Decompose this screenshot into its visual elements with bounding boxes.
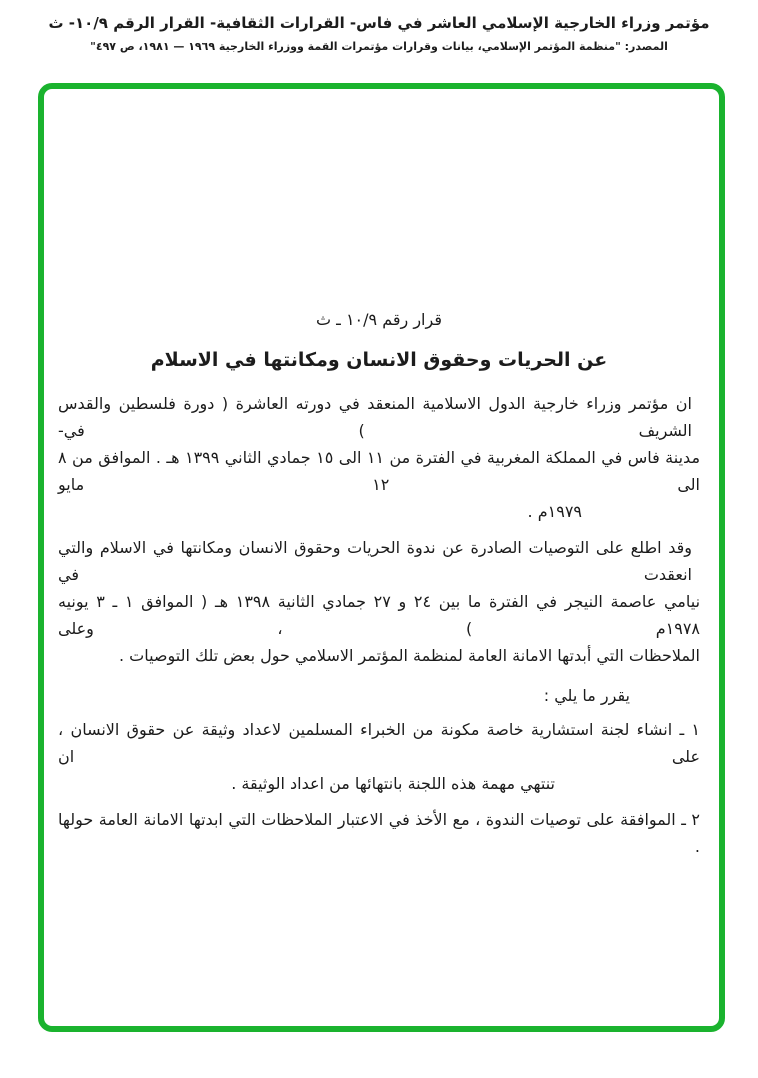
resolution-number: قرار رقم ١٠/٩ ـ ث [316,310,442,329]
decision-item-2-line-1: ٢ ـ الموافقة على توصيات الندوة ، مع الأخذ في الاعتبار الملاحظات التي ابدتها الامانة العامة حولها . [58,810,700,856]
paragraph-2-line-1: وقد اطلع على التوصيات الصادرة عن ندوة الحريات وحقوق الانسان ومكانتها في الاسلام والتي انعقدت في [58,538,692,584]
decision-item-1 [58,716,700,797]
paragraph-1-line-3: ١٩٧٩م . [527,502,582,521]
paragraph-2-line-2: نيامي عاصمة النيجر في الفترة ما بين ٢٤ و ٢٧ جمادي الثانية ١٣٩٨ هـ ( الموافق ١ ـ ٣ يونيه ١٩٧٨م ) ، وعلى [58,592,701,638]
header-title: مؤتمر وزراء الخارجية الإسلامي العاشر في فاس- القرارات الثقافية- القرار الرقم ١٠/٩- ث [48,14,710,32]
document-title: عن الحريات وحقوق الانسان ومكانتها في الاسلام [150,349,608,371]
decision-item-1-line-2: تنتهي مهمة هذه اللجنة بانتهائها من اعداد الوثيقة . [231,774,555,793]
paragraph-1-line-1: ان مؤتمر وزراء خارجية الدول الاسلامية المنعقد في دورته العاشرة ( دورة فلسطين والقدس الشريف ) في- [58,394,692,440]
decides-heading: يقرر ما يلي : [543,686,630,705]
paragraph-2 [58,534,700,669]
paragraph-1 [58,390,700,525]
decision-item-1-line-1: ١ ـ انشاء لجنة استشارية خاصة مكونة من الخبراء المسلمين لاعداد وثيقة عن حقوق الانسان ، على ان [58,720,700,766]
paragraph-2-line-3: الملاحظات التي أبدتها الامانة العامة لمنظمة المؤتمر الاسلامي حول بعض تلك التوصيات . [118,646,700,665]
paragraph-1-line-2: مدينة فاس في المملكة المغربية في الفترة من ١١ الى ١٥ جمادي الثاني ١٣٩٩ هـ . الموافق من ٨ الى ١٢ مايو [58,448,701,494]
decision-item-2 [58,806,700,860]
header-source: المصدر: "منظمة المؤتمر الإسلامي، بيانات وقرارات مؤتمرات القمة ووزراء الخارجية ١٩٦٩ — ١٩٨١، ص ٤٩٧" [90,40,668,53]
document-content [58,306,700,869]
page-header [0,12,758,55]
